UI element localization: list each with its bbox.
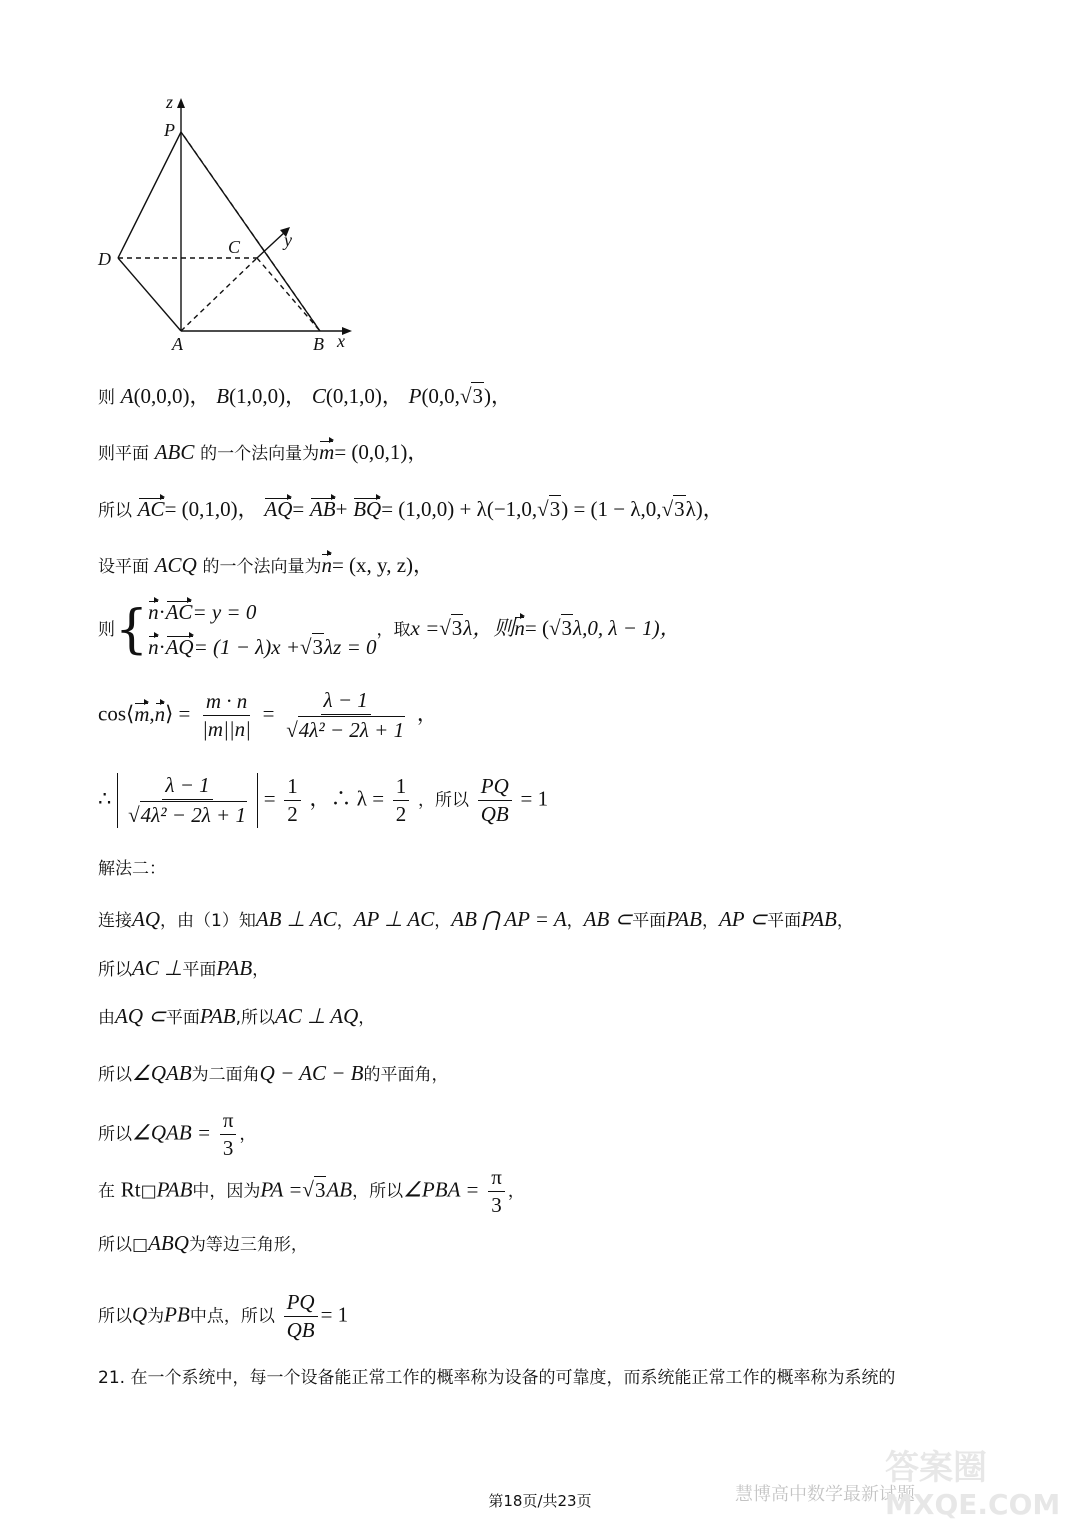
label-p: P <box>164 120 175 140</box>
label-b: B <box>313 334 324 354</box>
line-midpoint: 所以Q为PB中点，所以 $\frac{PQ}{QB}$ = 1 <box>98 1290 349 1343</box>
watermark-text: 慧博高中数学最新试题 <box>735 1484 915 1505</box>
label-c: C <box>228 237 241 257</box>
watermark-stamp: 答案圈 <box>885 1448 987 1488</box>
line-vectors: 所以 AC= (0,1,0)， AQ= AB+ BQ= (1,0,0) + λ(−1,0,√3) = (1 − λ,0,√3λ)， <box>98 497 724 521</box>
line-ac-perp: 所以AC ⊥平面PAB， <box>98 956 270 980</box>
edge-cb <box>257 258 320 331</box>
label-y: y <box>284 230 292 250</box>
edge-da <box>118 258 181 331</box>
line-aq-subset: 由AQ ⊂平面PAB,所以AC ⊥ AQ， <box>98 1004 376 1028</box>
edge-pd <box>118 132 181 258</box>
watermark-site: MXQE.COM <box>885 1488 1061 1521</box>
line-angle-qab: 所以∠QAB = $\frac{\pi}{3}$ ， <box>98 1108 257 1161</box>
label-d: D <box>98 249 111 269</box>
line-connect-aq: 连接AQ，由（1）知AB ⊥ AC，AP ⊥ AC，AB ⋂ AP = A，AB ⊂平面PAB，AP ⊂平面PAB， <box>98 907 854 931</box>
line-coordinates: 则 A(0,0,0)， B(1,0,0)， C(0,1,0)， P(0,0,√3)， <box>98 384 512 408</box>
question-21: 21. 在一个系统中，每一个设备能正常工作的概率称为设备的可靠度，而系统能正常工作的概率称为系统的 <box>98 1368 896 1388</box>
line-equilateral: 所以□ABQ为等边三角形， <box>98 1231 308 1255</box>
label-x: x <box>337 331 345 351</box>
label-a: A <box>172 334 183 354</box>
pyramid-figure <box>80 88 380 358</box>
line-solve-lambda: ∴ $\frac{\lambda - 1}{\text{√4λ² − 2λ + 1}}$ = $\frac{1}{2}$ ，∴ λ = $\frac{1}{2}$ ，所以 $\frac{PQ}{QB}$ = 1 <box>98 773 549 828</box>
y-axis <box>257 231 286 258</box>
edge-ac <box>181 258 257 331</box>
line-right-triangle: 在 Rt□PAB中，因为PA =√3AB，所以∠PBA = $\frac{\pi}{3}$ ， <box>98 1165 525 1218</box>
line-normal-acq: 设平面 ACQ 的一个法向量为n= (x, y, z)， <box>98 553 435 577</box>
line-cosine: cos⟨m,n⟩ = $\frac{m \cdot n}{|m||n|}$ = $\frac{\lambda - 1}{\text{√4λ² − 2λ + 1}}$ ， <box>98 688 438 743</box>
label-z: z <box>166 92 174 112</box>
line-dihedral: 所以∠QAB为二面角Q − AC − B的平面角， <box>98 1061 449 1085</box>
page-footer: 第18页/共23页 <box>488 1492 592 1510</box>
line-normal-abc: 则平面 ABC 的一个法向量为m= (0,0,1)， <box>98 440 429 464</box>
line-system: 则{ n·AC= y = 0 n·AQ= (1 − λ)x +√3λz = 0 ，取x =√3λ，则n= (√3λ,0, λ − 1)， <box>98 600 681 661</box>
line-method-two: 解法二： <box>98 859 166 879</box>
